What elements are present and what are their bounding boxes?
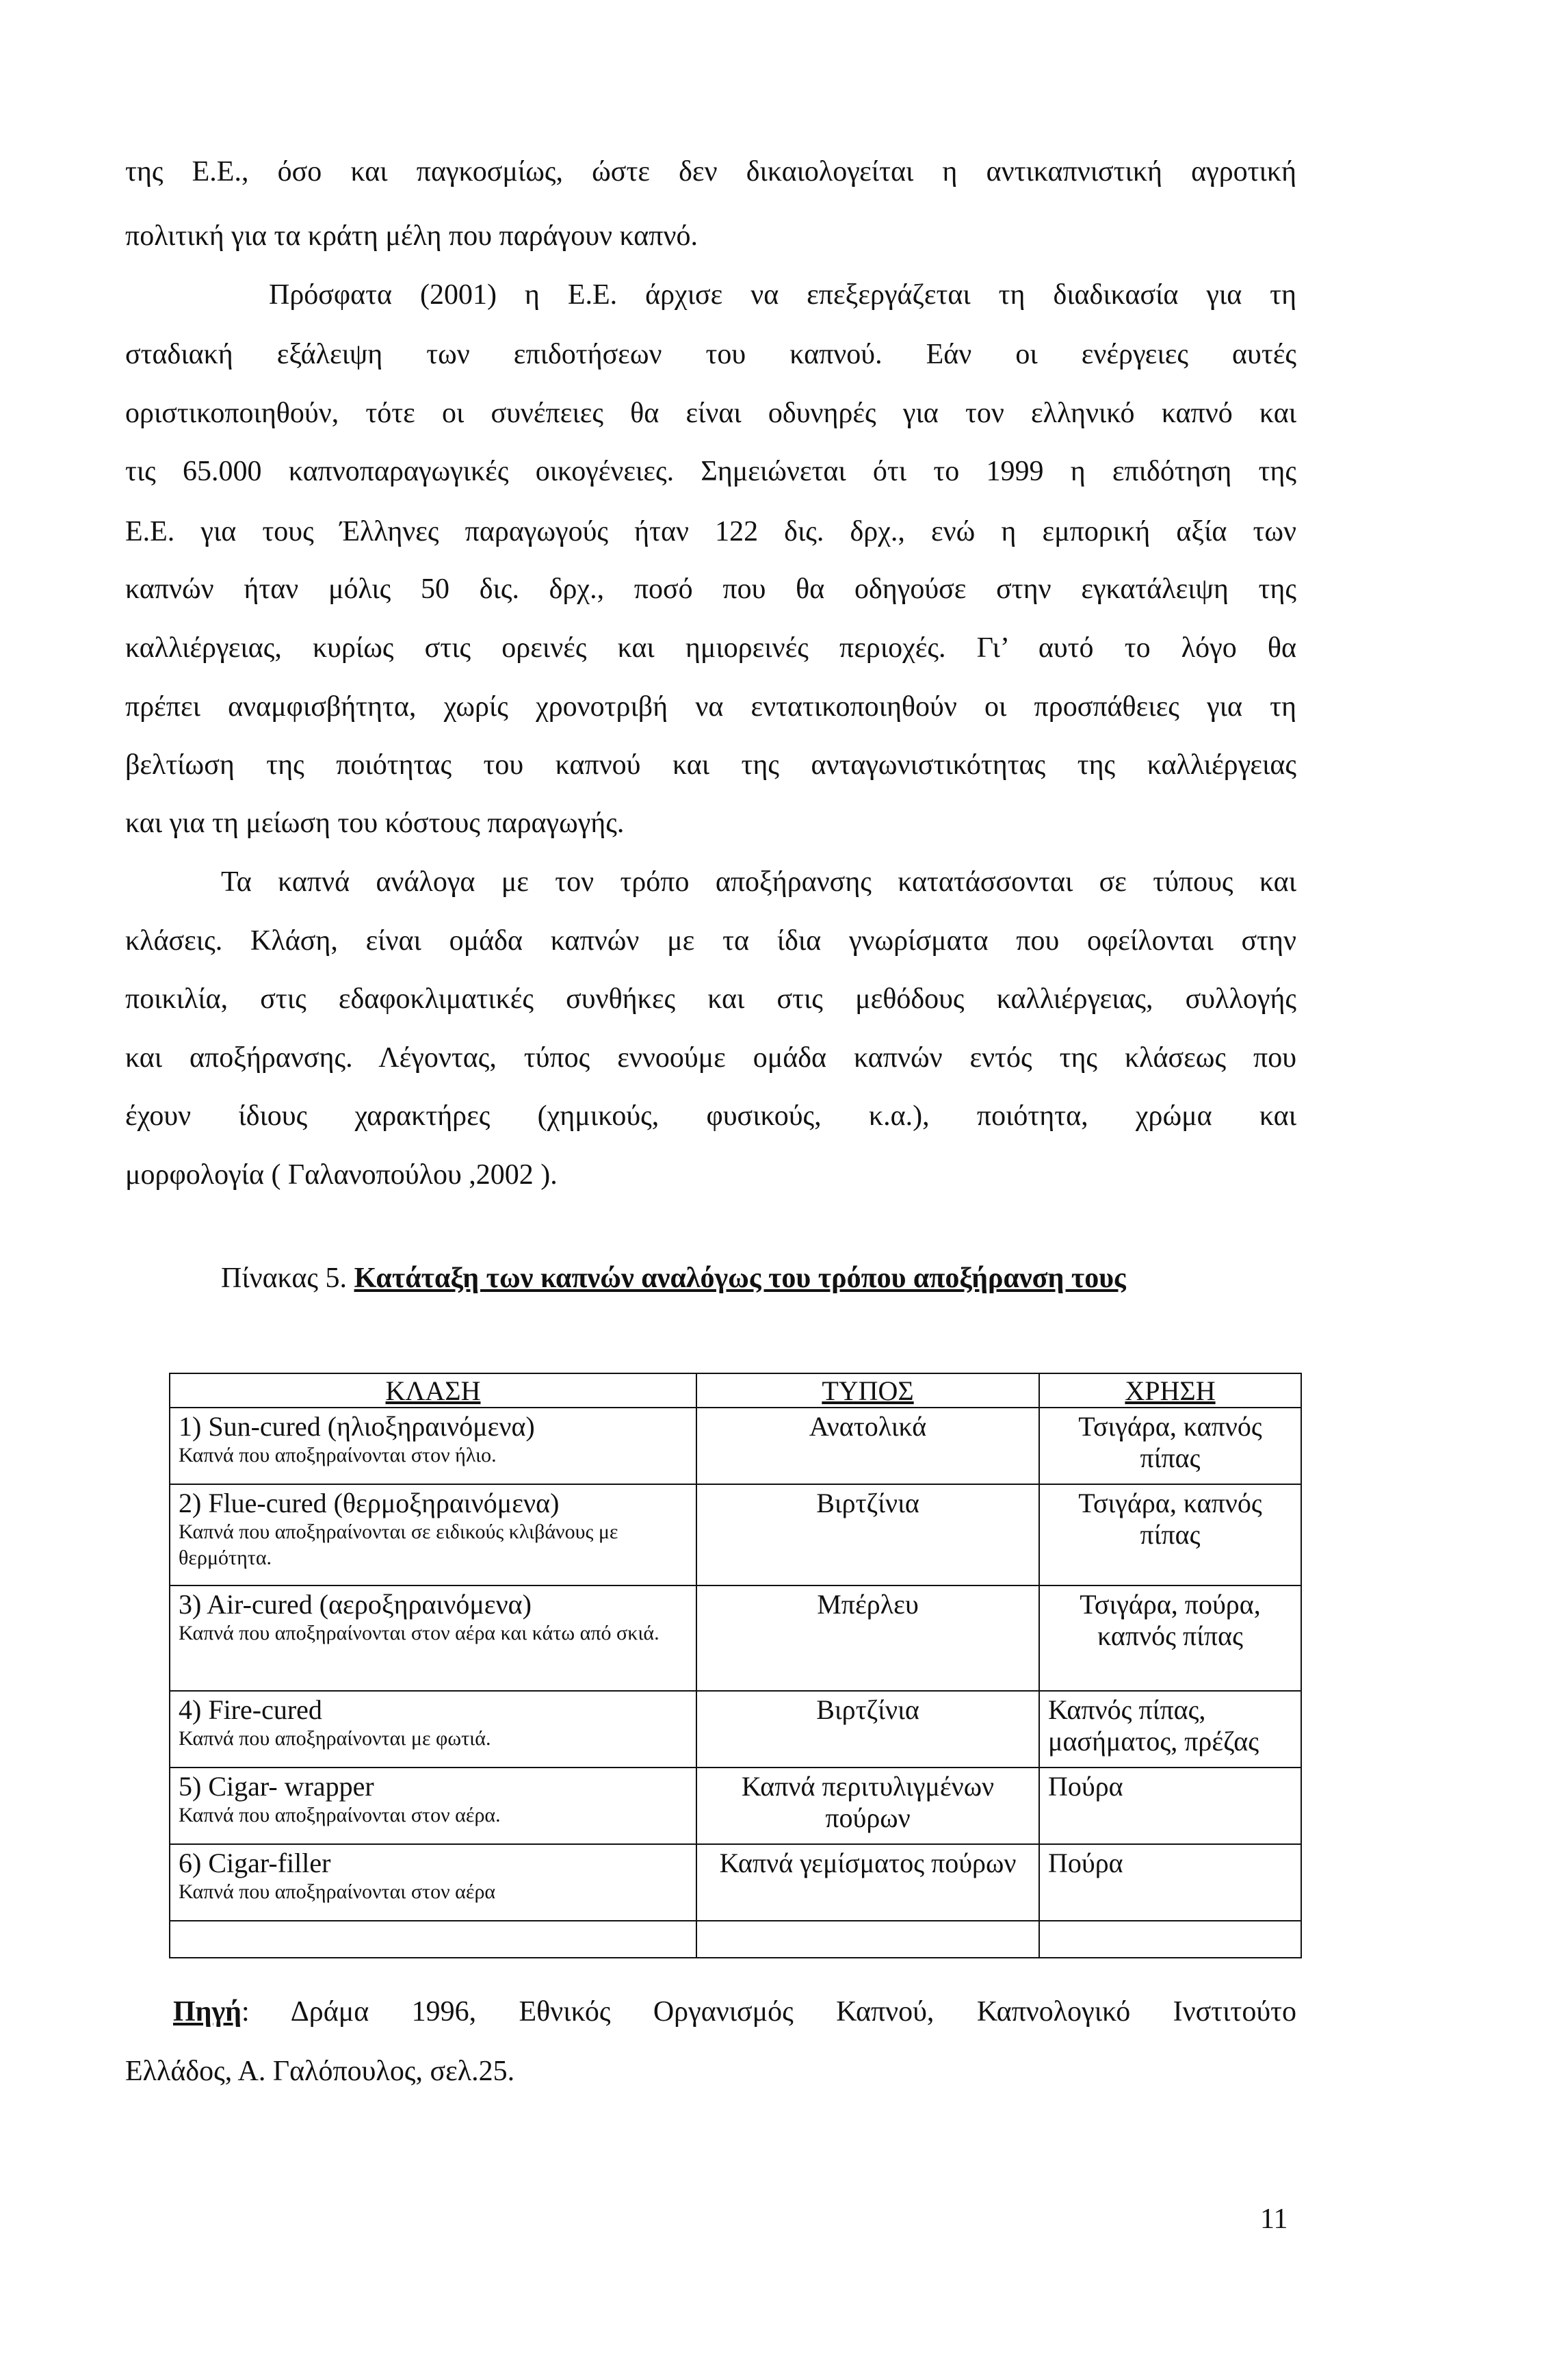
header-xrisi: ΧΡΗΣΗ xyxy=(1039,1373,1301,1408)
cell-klasi: 5) Cigar- wrapper xyxy=(179,1771,374,1802)
table-row xyxy=(170,1768,1301,1844)
table-row xyxy=(170,1408,1301,1484)
empty-cell xyxy=(696,1921,1039,1958)
paragraph-line: πρέπει αναμφισβήτητα, χωρίς χρονοτριβή να εντατικοποιηθούν οι προσπάθειες για τη xyxy=(125,691,1296,723)
table-caption xyxy=(221,1261,1126,1295)
cell-klasi: 4) Fire-cured xyxy=(179,1694,322,1725)
cell-xrisi: Τσιγάρα, πούρα, καπνός πίπας xyxy=(1039,1585,1301,1691)
table-row xyxy=(170,1691,1301,1768)
source-label: Πηγή xyxy=(173,1996,242,2028)
paragraph-line: Πρόσφατα (2001) η Ε.Ε. άρχισε να επεξεργάζεται τη διαδικασία για τη xyxy=(269,279,1296,311)
cell-klasi: 2) Flue-cured (θερμοξηραινόμενα) xyxy=(179,1488,560,1518)
cell-note: Καπνά που αποξηραίνονται στον ήλιο. xyxy=(179,1444,497,1466)
paragraph-line: καλλιέργειας, κυρίως στις ορεινές και ημιορεινές περιοχές. Γι’ αυτό το λόγο θα xyxy=(125,632,1296,664)
paragraph-line: καπνών ήταν μόλις 50 δις. δρχ., ποσό που θα οδηγούσε στην εγκατάλειψη της xyxy=(125,573,1296,605)
paragraph-line: κλάσεις. Κλάση, είναι ομάδα καπνών με τα ίδια γνωρίσματα που οφείλονται στην xyxy=(125,925,1296,957)
cell-klasi: 1) Sun-cured (ηλιοξηραινόμενα) xyxy=(179,1411,535,1442)
cell-xrisi: Πούρα xyxy=(1039,1768,1301,1844)
table-row-empty xyxy=(170,1921,1301,1958)
cell-note: Καπνά που αποξηραίνονται σε ειδικούς κλιβάνους με θερμότητα. xyxy=(179,1520,618,1569)
paragraph-line: ποικιλία, στις εδαφοκλιματικές συνθήκες και στις μεθόδους καλλιέργειας, συλλογής xyxy=(125,983,1296,1015)
cell-typos: Μπέρλευ xyxy=(696,1585,1039,1691)
empty-cell xyxy=(1039,1921,1301,1958)
paragraph-line: μορφολογία ( Γαλανοπούλου ,2002 ). xyxy=(125,1159,558,1191)
cell-xrisi: Τσιγάρα, καπνός πίπας xyxy=(1039,1484,1301,1585)
source-text: : Δράμα 1996, Εθνικός Οργανισμός Καπνού, Καπνολογικό Ινστιτούτο xyxy=(241,1996,1296,2028)
cell-note: Καπνά που αποξηραίνονται με φωτιά. xyxy=(179,1727,491,1750)
classification-table xyxy=(169,1373,1302,1958)
cell-typos: Ανατολικά xyxy=(696,1408,1039,1484)
paragraph-line: Ε.Ε. για τους Έλληνες παραγωγούς ήταν 122 δις. δρχ., ενώ η εμπορική αξία των xyxy=(125,516,1296,547)
cell-xrisi: Καπνός πίπας, μασήματος, πρέζας xyxy=(1039,1691,1301,1768)
paragraph-line: σταδιακή εξάλειψη των επιδοτήσεων του καπνού. Εάν οι ενέργειες αυτές xyxy=(125,339,1296,370)
paragraph-line: βελτίωση της ποιότητας του καπνού και της ανταγωνιστικότητας της καλλιέργειας xyxy=(125,749,1296,781)
header-typos: ΤΥΠΟΣ xyxy=(696,1373,1039,1408)
paragraph-line: πολιτική για τα κράτη μέλη που παράγουν καπνό. xyxy=(125,220,698,252)
table-caption-label: Πίνακας 5. xyxy=(221,1263,354,1294)
table-row xyxy=(170,1484,1301,1585)
cell-klasi: 3) Air-cured (αεροξηραινόμενα) xyxy=(179,1589,532,1620)
cell-xrisi: Τσιγάρα, καπνός πίπας xyxy=(1039,1408,1301,1484)
cell-xrisi: Πούρα xyxy=(1039,1844,1301,1921)
header-klasi: ΚΛΑΣΗ xyxy=(170,1373,696,1408)
cell-typos: Βιρτζίνια xyxy=(696,1691,1039,1768)
table-row xyxy=(170,1585,1301,1691)
cell-note: Καπνά που αποξηραίνονται στον αέρα. xyxy=(179,1804,501,1826)
table-source xyxy=(173,1995,1296,2029)
paragraph-line: και για τη μείωση του κόστους παραγωγής. xyxy=(125,807,625,839)
empty-cell xyxy=(170,1921,696,1958)
paragraph-line: τις 65.000 καπνοπαραγωγικές οικογένειες. Σημειώνεται ότι το 1999 η επιδότηση της xyxy=(125,456,1296,487)
paragraph-line: έχουν ίδιους χαρακτήρες (χημικούς, φυσικούς, κ.α.), ποιότητα, χρώμα και xyxy=(125,1100,1296,1132)
cell-typos: Καπνά περιτυλιγμένων πούρων xyxy=(696,1768,1039,1844)
paragraph-line: Τα καπνά ανάλογα με τον τρόπο αποξήρανσης κατατάσσονται σε τύπους και xyxy=(221,866,1296,898)
page-number: 11 xyxy=(1260,2203,1288,2235)
source-continuation: Ελλάδος, Α. Γαλόπουλος, σελ.25. xyxy=(125,2056,515,2087)
paragraph-line: και αποξήρανσης. Λέγοντας, τύπος εννοούμε ομάδα καπνών εντός της κλάσεως που xyxy=(125,1042,1296,1074)
cell-klasi: 6) Cigar-filler xyxy=(179,1848,331,1878)
table-header-row xyxy=(170,1373,1301,1408)
table-row xyxy=(170,1844,1301,1921)
cell-note: Καπνά που αποξηραίνονται στον αέρα xyxy=(179,1880,496,1903)
cell-typos: Καπνά γεμίσματος πούρων xyxy=(696,1844,1039,1921)
paragraph-line: της Ε.Ε., όσο και παγκοσμίως, ώστε δεν δικαιολογείται η αντικαπνιστική αγροτική xyxy=(125,156,1296,187)
paragraph-line: οριστικοποιηθούν, τότε οι συνέπειες θα είναι οδυνηρές για τον ελληνικό καπνό και xyxy=(125,398,1296,429)
cell-typos: Βιρτζίνια xyxy=(696,1484,1039,1585)
table-caption-title: Κατάταξη των καπνών αναλόγως του τρόπου αποξήρανση τους xyxy=(354,1263,1126,1294)
cell-note: Καπνά που αποξηραίνονται στον αέρα και κάτω από σκιά. xyxy=(179,1622,659,1644)
